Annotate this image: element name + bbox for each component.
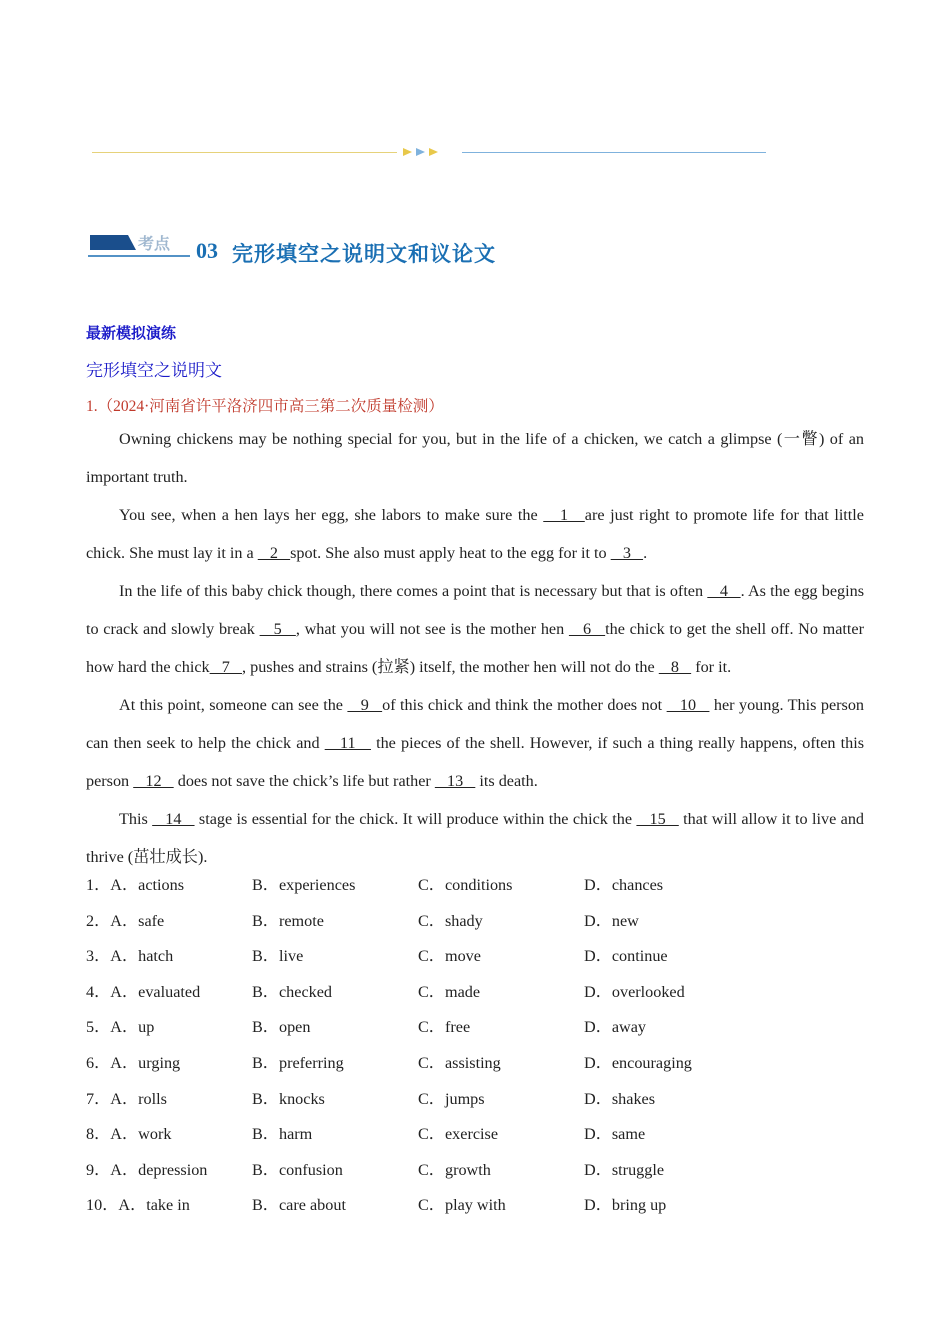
passage-text: You see, when a hen lays her egg, she labors to make sure the xyxy=(119,506,544,524)
option-a: 4．A．evaluated xyxy=(86,982,201,1001)
topic-number: 03 xyxy=(196,238,218,263)
kaodian-badge-icon xyxy=(88,232,192,264)
option-b: B．experiences xyxy=(252,876,356,894)
top-divider xyxy=(92,146,766,160)
blank-7: 7 xyxy=(209,658,242,676)
option-a: 10．A．take in xyxy=(86,1196,190,1215)
passage-text: . xyxy=(643,544,648,562)
passage-paragraph-4 xyxy=(86,686,864,800)
option-d: D．encouraging xyxy=(584,1053,692,1072)
option-b: B．knocks xyxy=(252,1089,325,1108)
option-row-8 xyxy=(86,1112,864,1148)
blank-1: 1 xyxy=(543,506,585,524)
option-a: 7．A．rolls xyxy=(86,1089,167,1108)
option-c: C．assisting xyxy=(418,1053,501,1072)
blank-2: 2 xyxy=(257,544,291,562)
divider-left-line xyxy=(92,152,397,153)
section-heading-expository: 完形填空之说明文 xyxy=(86,361,222,381)
blank-11: 11 xyxy=(324,734,371,752)
passage-text: the pieces of the shell. However, if such a thing really happens, often this person xyxy=(86,734,865,790)
option-b: B．open xyxy=(252,1018,311,1037)
option-row-9 xyxy=(86,1148,864,1184)
option-b: B．preferring xyxy=(252,1053,344,1072)
option-d: D．shakes xyxy=(584,1089,656,1108)
passage-text: This xyxy=(119,810,153,828)
passage-text: In the life of this baby chick though, there comes a point that is necessary but that is often xyxy=(119,582,708,600)
topic-heading xyxy=(88,232,848,272)
option-d: D．same xyxy=(584,1125,646,1144)
option-c: C．conditions xyxy=(418,876,513,894)
option-d: D．overlooked xyxy=(584,982,685,1001)
topic-title: 完形填空之说明文和议论文 xyxy=(232,242,496,266)
option-b: B．remote xyxy=(252,911,324,930)
option-d: D．new xyxy=(584,911,639,930)
passage-text: that will allow it to live and thrive (茁壮成长). xyxy=(86,810,865,866)
passage-text: for it. xyxy=(691,658,732,676)
option-c: C．play with xyxy=(418,1196,506,1215)
option-row-2 xyxy=(86,899,864,935)
badge-label: 考点 xyxy=(138,234,171,253)
option-a: 2．A．safe xyxy=(86,911,165,930)
passage-text: are just right to promote life for that little chick. She must lay it in a xyxy=(86,506,864,562)
option-c: C．made xyxy=(418,982,481,1001)
passage-text: , pushes and strains (拉紧) itself, the mother hen will not do the xyxy=(242,658,659,676)
section-heading-practice: 最新模拟演练 xyxy=(86,324,177,342)
option-d: D．bring up xyxy=(584,1196,667,1215)
option-row-7 xyxy=(86,1077,864,1113)
blank-8: 8 xyxy=(658,658,692,676)
option-c: C．move xyxy=(418,947,481,966)
triple-arrow-icon xyxy=(403,146,443,158)
option-row-6 xyxy=(86,1041,864,1077)
option-row-4 xyxy=(86,970,864,1006)
option-b: B．harm xyxy=(252,1125,313,1144)
blank-4: 4 xyxy=(707,582,741,600)
option-a: 8．A．work xyxy=(86,1125,172,1144)
option-a: 9．A．depression xyxy=(86,1160,208,1179)
option-d: D．struggle xyxy=(584,1160,665,1179)
passage-text: , what you will not see is the mother hen xyxy=(295,620,569,638)
option-c: C．exercise xyxy=(418,1125,499,1144)
passage-paragraph-3 xyxy=(86,572,864,686)
passage-text: . As the egg begins to crack and slowly break xyxy=(86,582,864,638)
blank-12: 12 xyxy=(133,772,174,790)
passage-text: spot. She also must apply heat to the egg for it to xyxy=(290,544,611,562)
passage-text: of this chick and think the mother does not xyxy=(382,696,667,714)
passage-text: her young. This person can then seek to help the chick and xyxy=(86,696,865,752)
passage-text: its death. xyxy=(475,772,538,790)
option-a: 5．A．up xyxy=(86,1018,155,1037)
passage-paragraph-1 xyxy=(86,420,864,496)
option-c: C．free xyxy=(418,1018,471,1037)
option-c: C．jumps xyxy=(418,1089,485,1108)
option-d: D．chances xyxy=(584,876,664,894)
blank-13: 13 xyxy=(434,772,476,790)
option-c: C．growth xyxy=(418,1160,491,1179)
blank-6: 6 xyxy=(568,620,606,638)
blank-10: 10 xyxy=(666,696,710,714)
passage-text: does not save the chick’s life but rather xyxy=(173,772,435,790)
option-b: B．confusion xyxy=(252,1160,343,1179)
option-b: B．live xyxy=(252,947,304,966)
blank-14: 14 xyxy=(152,810,195,828)
question-source: 1.（2024·河南省许平洛济四市高三第二次质量检测） xyxy=(86,398,444,415)
passage-text: stage is essential for the chick. It will produce within the chick the xyxy=(194,810,637,828)
passage-text: the chick to get the shell off. No matter how hard the chick xyxy=(86,620,865,676)
option-a: 6．A．urging xyxy=(86,1053,181,1072)
option-a: 1．A．actions xyxy=(86,876,185,894)
answer-options xyxy=(86,863,864,1219)
option-row-3 xyxy=(86,934,864,970)
option-b: B．checked xyxy=(252,982,333,1001)
option-b: B．care about xyxy=(252,1196,346,1215)
option-d: D．away xyxy=(584,1018,647,1037)
blank-3: 3 xyxy=(610,544,644,562)
cloze-passage xyxy=(86,420,864,876)
option-row-10 xyxy=(86,1183,864,1219)
blank-5: 5 xyxy=(259,620,296,638)
passage-text: At this point, someone can see the xyxy=(119,696,348,714)
option-row-5 xyxy=(86,1005,864,1041)
passage-text: Owning chickens may be nothing special for you, but in the life of a chicken, we catch a glimpse (一瞥) of an important truth. xyxy=(86,430,864,486)
option-c: C．shady xyxy=(418,911,483,930)
divider-right-line xyxy=(462,152,766,153)
passage-paragraph-2 xyxy=(86,496,864,572)
blank-9: 9 xyxy=(347,696,383,714)
option-d: D．continue xyxy=(584,947,668,966)
blank-15: 15 xyxy=(636,810,679,828)
option-row-1 xyxy=(86,863,864,899)
option-a: 3．A．hatch xyxy=(86,947,174,966)
